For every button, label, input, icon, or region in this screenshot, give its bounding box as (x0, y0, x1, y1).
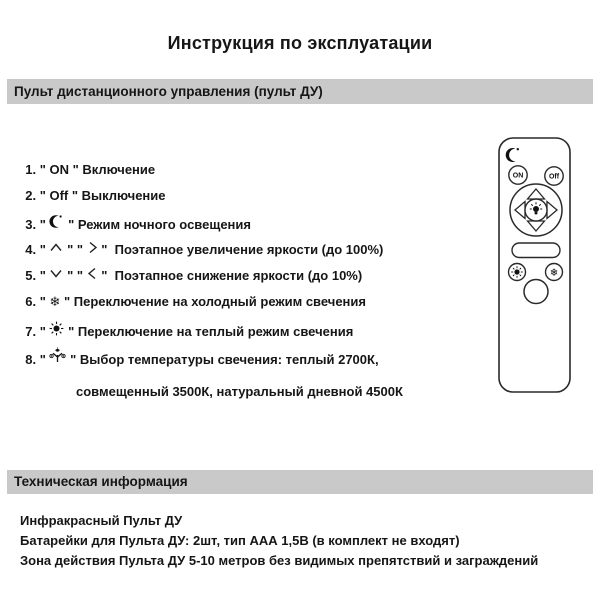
remote-warm-button (509, 264, 526, 281)
list-item-temp-line2: совмещенный 3500К, натуральный дневной 4500К (76, 384, 403, 399)
list-item-down-mid: " " (63, 268, 87, 283)
color-temperature-icon (49, 347, 66, 364)
remote-dpad (510, 184, 562, 236)
svg-text:ON: ON (512, 172, 524, 180)
list-item-down-post: " Поэтапное снижение яркости (до 10%) (97, 268, 363, 283)
list-item-up-pre: 4. " (25, 242, 50, 257)
remote-pill-button (512, 243, 560, 258)
tech-info-batteries: Батарейки для Пульта ДУ: 2шт, тип ААА 1,5В (в комплект не входят) (20, 533, 460, 548)
tech-info-range: Зона действия Пульта ДУ 5-10 метров без видимых препятствий и заграждений (20, 553, 539, 568)
list-item-color-temperature (18, 331, 403, 416)
list-item-warm-pre: 7. " (25, 324, 50, 339)
list-item-off-text: 2. " Off " Выключение (25, 188, 166, 203)
svg-text:Off: Off (548, 173, 560, 181)
list-item-temp-post: " Выбор температуры свечения: теплый 2700К, (66, 352, 379, 367)
remote-cold-button (546, 264, 563, 281)
list-item-cold-post: " Переключение на холодный режим свечения (60, 294, 366, 309)
list-item-temp-pre: 8. " (25, 352, 50, 367)
list-item-up-mid: " " (63, 242, 87, 257)
remote-off-button (545, 167, 563, 185)
list-item-warm-post: " Переключение на теплый режим свечения (64, 324, 354, 339)
list-item-on-text: 1. " ON " Включение (25, 162, 156, 177)
tech-info-infrared: Инфракрасный Пульт ДУ (20, 513, 183, 528)
section-header-remote: Пульт дистанционного управления (пульт ДУ) (7, 79, 593, 104)
remote-on-button (509, 166, 527, 184)
remote-control-illustration (495, 135, 573, 397)
section-header-tech: Техническая информация (7, 470, 593, 494)
list-item-down-pre: 5. " (25, 268, 50, 283)
remote-snowflake-icon: ❄ (549, 266, 559, 279)
snowflake-icon: ❄ (49, 295, 61, 310)
list-item-cold-pre: 6. " (25, 294, 50, 309)
remote-color-temperature-button (524, 280, 548, 304)
list-item-night-pre: 3. " (25, 217, 50, 232)
list-item-up-post: " Поэтапное увеличение яркости (до 100%) (97, 242, 384, 257)
page-title: Инструкция по эксплуатации (167, 33, 433, 53)
list-item-night-post: " Режим ночного освещения (64, 217, 251, 232)
